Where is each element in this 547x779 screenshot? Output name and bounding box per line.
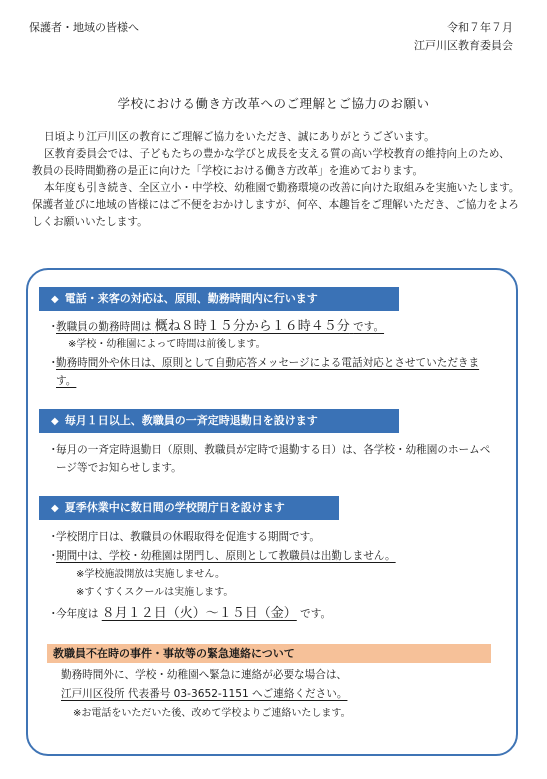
bullet-icon: ・	[48, 321, 59, 333]
section-heading-text: 毎月１日以上、教職員の一斉定時退勤日を設けます	[64, 414, 318, 427]
list-item	[48, 547, 496, 565]
issue-date: 令和７年７月	[447, 21, 513, 34]
diamond-icon: ◆	[51, 294, 59, 305]
leave-day-text: 毎月の一斉定時退勤日（原則、教職員が定時で退勤する日）は、各学校・幼稚園のホームページ等でお知らせします。	[56, 444, 491, 474]
intro-paragraph: 日頃より江戸川区の教育にご理解ご協力をいただき、誠にありがとうございます。	[44, 131, 435, 143]
emergency-contact-box	[47, 644, 491, 744]
list-item	[48, 528, 496, 546]
closure-date-value: ８月１２日（火）～１５日（金）	[101, 606, 297, 621]
list-item	[48, 441, 496, 477]
hours-value: 概ね８時１５分から１６時４５分	[154, 319, 350, 334]
intro-paragraph: 本年度も引き続き、全区立小・中学校、幼稚園で勤務環境の改善に向けた取組みを実施いたします。保護者並びに地域の皆様にはご不便をおかけしますが、何卒、本趣旨をご理解いただき、ご協力をよろしくお願いいたします。	[32, 182, 520, 228]
list-item	[48, 354, 496, 390]
section-heading-text: 電話・来客の対応は、原則、勤務時間内に行います	[64, 292, 318, 305]
contact-line-1: 勤務時間外に、学校・幼稚園へ緊急に連絡が必要な場合は、	[61, 669, 348, 681]
hours-suffix: です。	[353, 321, 385, 333]
section-heading-leave-day	[39, 409, 399, 433]
contact-note: ※お電話をいただいた後、改めて学校よりご連絡いたします。	[73, 708, 351, 719]
section-heading-closure	[39, 496, 339, 520]
intro-text	[32, 129, 520, 231]
hours-note: ※学校・幼稚園によって時間は前後します。	[68, 339, 266, 350]
list-item	[48, 318, 496, 336]
emergency-contact-heading: 教職員不在時の事件・事故等の緊急連絡について	[47, 644, 491, 663]
bullet-icon: ・	[48, 357, 59, 369]
closure-item-2: 期間中は、学校・幼稚園は閉門し、原則として教職員は出勤しません。	[56, 550, 396, 562]
section-heading-phone	[39, 287, 399, 311]
closure-date-prefix: 今年度は	[56, 608, 99, 620]
intro-paragraph: 区教育委員会では、子どもたちの豊かな学びと成長を支える質の高い学校教育の維持向上のため、教員の長時間勤務の是正に向けた「学校における働き方改革」を進めております。	[32, 148, 510, 177]
page-title: 学校における働き方改革へのご理解とご協力のお願い	[117, 96, 430, 111]
diamond-icon: ◆	[51, 416, 59, 427]
closure-item-1: 学校閉庁日は、教職員の休暇取得を促進する期間です。	[56, 531, 320, 543]
bullet-icon: ・	[48, 444, 59, 456]
bullet-icon: ・	[48, 608, 59, 620]
diamond-icon: ◆	[51, 503, 59, 514]
closure-date-suffix: です。	[300, 608, 332, 620]
bullet-icon: ・	[48, 531, 59, 543]
issuer: 江戸川区教育委員会	[414, 39, 513, 52]
section-heading-text: 夏季休業中に数日間の学校閉庁日を設けます	[64, 501, 285, 514]
closure-note-2: ※すくすくスクールは実施します。	[76, 587, 234, 598]
hours-prefix: 教職員の勤務時間は	[56, 321, 152, 333]
closure-note-1: ※学校施設開放は実施しません。	[76, 569, 225, 580]
bullet-icon: ・	[48, 550, 59, 562]
outside-hours-text: 勤務時間外や休日は、原則として自動応答メッセージによる電話対応とさせていただきます。	[56, 357, 480, 387]
contact-phone-line: 江戸川区役所 代表番号 03-3652-1151 へご連絡ください。	[61, 688, 348, 700]
addressee: 保護者・地域の皆様へ	[29, 21, 139, 34]
list-item	[48, 605, 496, 623]
hours-line	[56, 321, 384, 333]
